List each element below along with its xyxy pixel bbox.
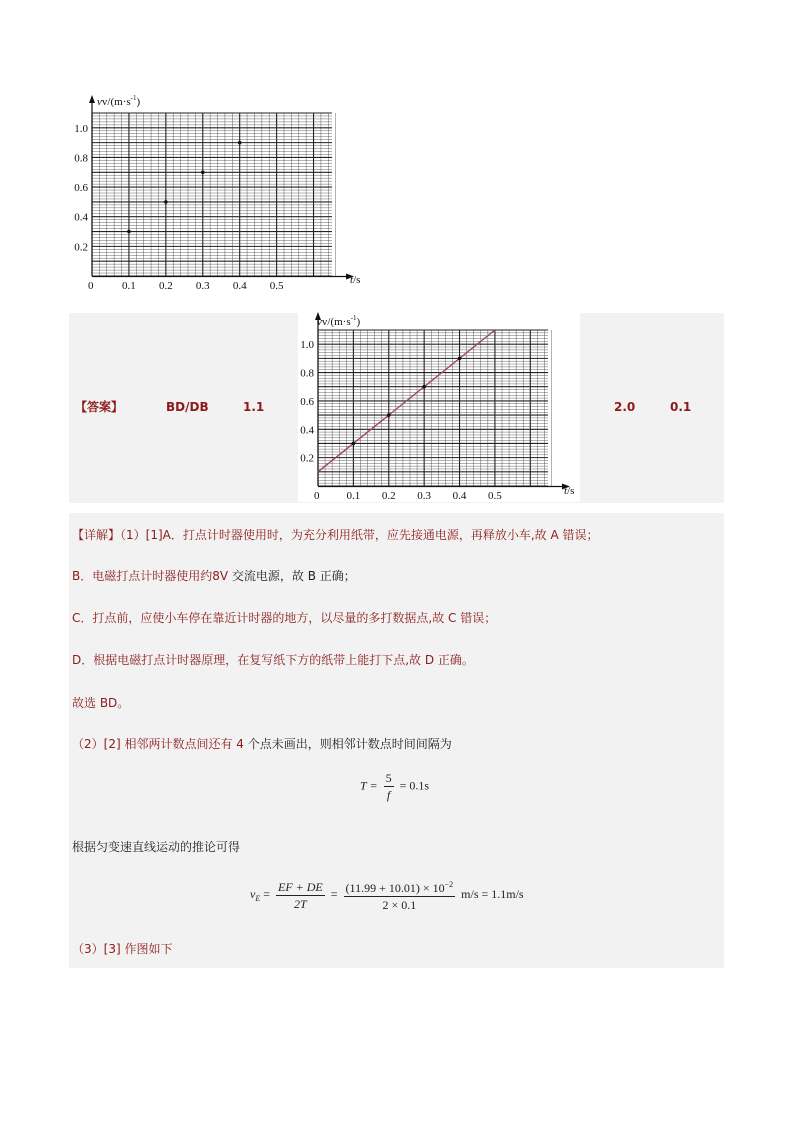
x-tick-label: 0.1 xyxy=(122,280,136,292)
formula-period: T = $\frac{5}{f}$ = 0.1s xyxy=(360,771,429,802)
y-tick-label: 0.8 xyxy=(300,367,314,380)
formula-velocity: $v_E$ = $\frac{EF + DE}{2T}$ = $\frac{(11.99 + 10.01) \times 10^{-2}}{2 \times 0.1}$ m/s = 1.1m/s xyxy=(250,879,524,912)
x-axis-label: t/s xyxy=(564,485,575,497)
y-tick-label: 0.2 xyxy=(300,452,314,465)
origin-label: 0 xyxy=(88,280,94,292)
y-tick-label: 0.4 xyxy=(300,424,314,437)
answer-3: 2.0 xyxy=(614,400,636,414)
detail-line-3: C．打点前，应使小车停在靠近计时器的地方，以尽量的多打数据点,故 C 错误； xyxy=(72,611,497,625)
x-tick-label: 0.4 xyxy=(452,490,467,502)
data-point xyxy=(458,357,462,361)
data-point xyxy=(238,141,242,145)
data-point xyxy=(164,200,168,204)
detail-line-6: （2）[2] 相邻两计数点间还有 4 个点未画出，则相邻计数点时间间隔为 xyxy=(72,737,452,751)
y-axis-arrow xyxy=(89,95,95,103)
data-point xyxy=(352,442,356,446)
detail-line-2: B．电磁打点计时器使用约8V 交流电源，故 B 正确； xyxy=(72,569,356,583)
y-axis-label: $vv/(m\cdot s^{-1})$ xyxy=(97,94,141,108)
x-tick-label: 0.2 xyxy=(381,490,396,502)
velocity-time-graph-1 xyxy=(74,90,380,300)
x-tick-label: 0.2 xyxy=(158,280,173,292)
y-tick-label: 0.4 xyxy=(74,211,88,224)
y-tick-label: 0.6 xyxy=(74,182,88,195)
x-tick-label: 0.5 xyxy=(269,280,284,292)
detail-line-5: 故选 BD。 xyxy=(72,696,130,710)
y-axis-label: $vv/(m\cdot s^{-1})$ xyxy=(317,314,361,328)
y-tick-label: 1.0 xyxy=(300,339,314,352)
velocity-time-graph-2 xyxy=(298,310,580,502)
x-tick-label: 0.3 xyxy=(195,280,210,292)
answer-2: 1.1 xyxy=(243,400,265,414)
y-tick-label: 0.2 xyxy=(74,241,88,254)
answer-4: 0.1 xyxy=(670,400,692,414)
y-tick-label: 1.0 xyxy=(74,122,88,135)
data-point xyxy=(127,230,131,234)
data-point xyxy=(201,170,205,174)
detail-line-8: （3）[3] 作图如下 xyxy=(72,942,173,956)
x-tick-label: 0.5 xyxy=(488,490,502,502)
answer-1: BD/DB xyxy=(166,400,209,414)
y-tick-label: 0.6 xyxy=(300,395,314,408)
y-tick-label: 0.8 xyxy=(74,152,88,165)
grid xyxy=(89,95,354,280)
x-tick-label: 0.4 xyxy=(232,280,247,292)
x-axis-label: t/s xyxy=(350,274,361,286)
data-point xyxy=(387,413,391,417)
detail-line-1: 【详解】（1）[1]A．打点计时器使用时，为充分利用纸带，应先接通电源，再释放小车,故 A 错误； xyxy=(72,528,599,542)
origin-label: 0 xyxy=(314,490,320,502)
data-point xyxy=(422,385,426,389)
detail-line-4: D．根据电磁打点计时器原理，在复写纸下方的纸带上能打下点,故 D 正确。 xyxy=(72,653,474,667)
detail-line-7: 根据匀变速直线运动的推论可得 xyxy=(72,840,241,854)
answer-label: 【答案】 xyxy=(75,400,124,414)
x-tick-label: 0.1 xyxy=(346,490,361,502)
x-tick-label: 0.3 xyxy=(417,490,432,502)
grid xyxy=(315,312,570,490)
